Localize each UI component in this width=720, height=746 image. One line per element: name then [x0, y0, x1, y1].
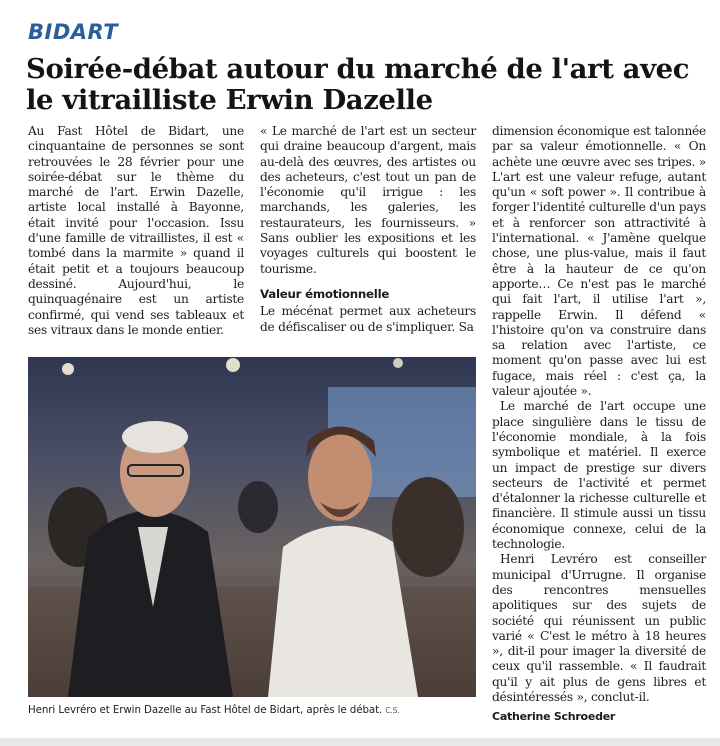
- article-photo: [28, 357, 476, 697]
- paragraph: « Le marché de l'art est un secteur qui draine beaucoup d'argent, mais au-delà des œuvres, des artistes ou des acheteurs, c'est tout un pan de l'économie qu'il irrigue : les marchands, les galeries, les restaurateurs, les fournisseurs. » Sans oublier les expositions et les voyages culturels qui boostent le tourisme.: [260, 124, 476, 276]
- section-kicker: BIDART: [28, 20, 119, 44]
- article-column-3: [492, 124, 706, 725]
- paragraph: Le mécénat permet aux acheteurs de défiscaliser ou de s'impliquer. Sa: [260, 304, 476, 334]
- page-bottom-strip: [0, 738, 720, 746]
- photo-caption: [28, 704, 476, 716]
- article-column-2: [260, 124, 476, 335]
- caption-text: Henri Levréro et Erwin Dazelle au Fast Hôtel de Bidart, après le débat.: [28, 704, 383, 716]
- article-headline: Soirée-débat autour du marché de l'art avec le vitrailliste Erwin Dazelle: [26, 53, 690, 116]
- author-signature: Catherine Schroeder: [492, 710, 616, 724]
- photo-illustration: [28, 357, 476, 697]
- paragraph: Le marché de l'art occupe une place singulière dans le tissu de l'économie mondiale, à la fois symbolique et matériel. Il exerce un impact de prestige sur divers secteurs de l'activité et permet d'étalonner la richesse culturelle et financière. Il stimule aussi un tissu économique connexe, celui de la technologie.: [492, 399, 706, 552]
- article-column-1: [28, 124, 244, 338]
- paragraph: Au Fast Hôtel de Bidart, une cinquantaine de personnes se sont retrouvées le 28 février pour une soirée-débat sur le thème du marché de l'art. Erwin Dazelle, artiste local installé à Bayonne, était invité pour l'occasion. Issu d'une famille de vitraillistes, il est « tombé dans la marmite » quand il était petit et a toujours beaucoup dessiné. Aujourd'hui, le quinquagénaire est un artiste confirmé, qui vend ses tableaux et ses vitraux dans le monde entier.: [28, 124, 244, 337]
- paragraph: Henri Levréro est conseiller municipal d'Urrugne. Il organise des rencontres mensuelles apolitiques sur des sujets de société qui réunissent un public varié « C'est le métro à 18 heures », dit-il pour imager la diversité de ceux qu'il rassemble. « Il faudrait qu'il y ait plus de gens libres et désintéressés », conclut-il.: [492, 552, 706, 704]
- subheading: Valeur émotionnelle: [260, 286, 390, 301]
- photo-credit: C.S.: [385, 706, 400, 715]
- paragraph: dimension économique est talonnée par sa valeur émotionnelle. « On achète une œuvre avec ses tripes. » L'art est une valeur refuge, autant qu'un « soft power ». Il contribue à forger l'identité culturelle d'un pays et à renforcer son attractivité à l'international. « J'amène quelque chose, une plus-value, mais il faut être à la hauteur de ce qu'on apporte… Ce n'est pas le marché qui fait l'art, il utilise l'art », rappelle Erwin. Il défend « l'histoire qu'on va construire dans sa relation avec l'artiste, ce moment qu'on passe avec lui est fugace, mais réel : c'est ça, la valeur ajoutée ».: [492, 124, 706, 399]
